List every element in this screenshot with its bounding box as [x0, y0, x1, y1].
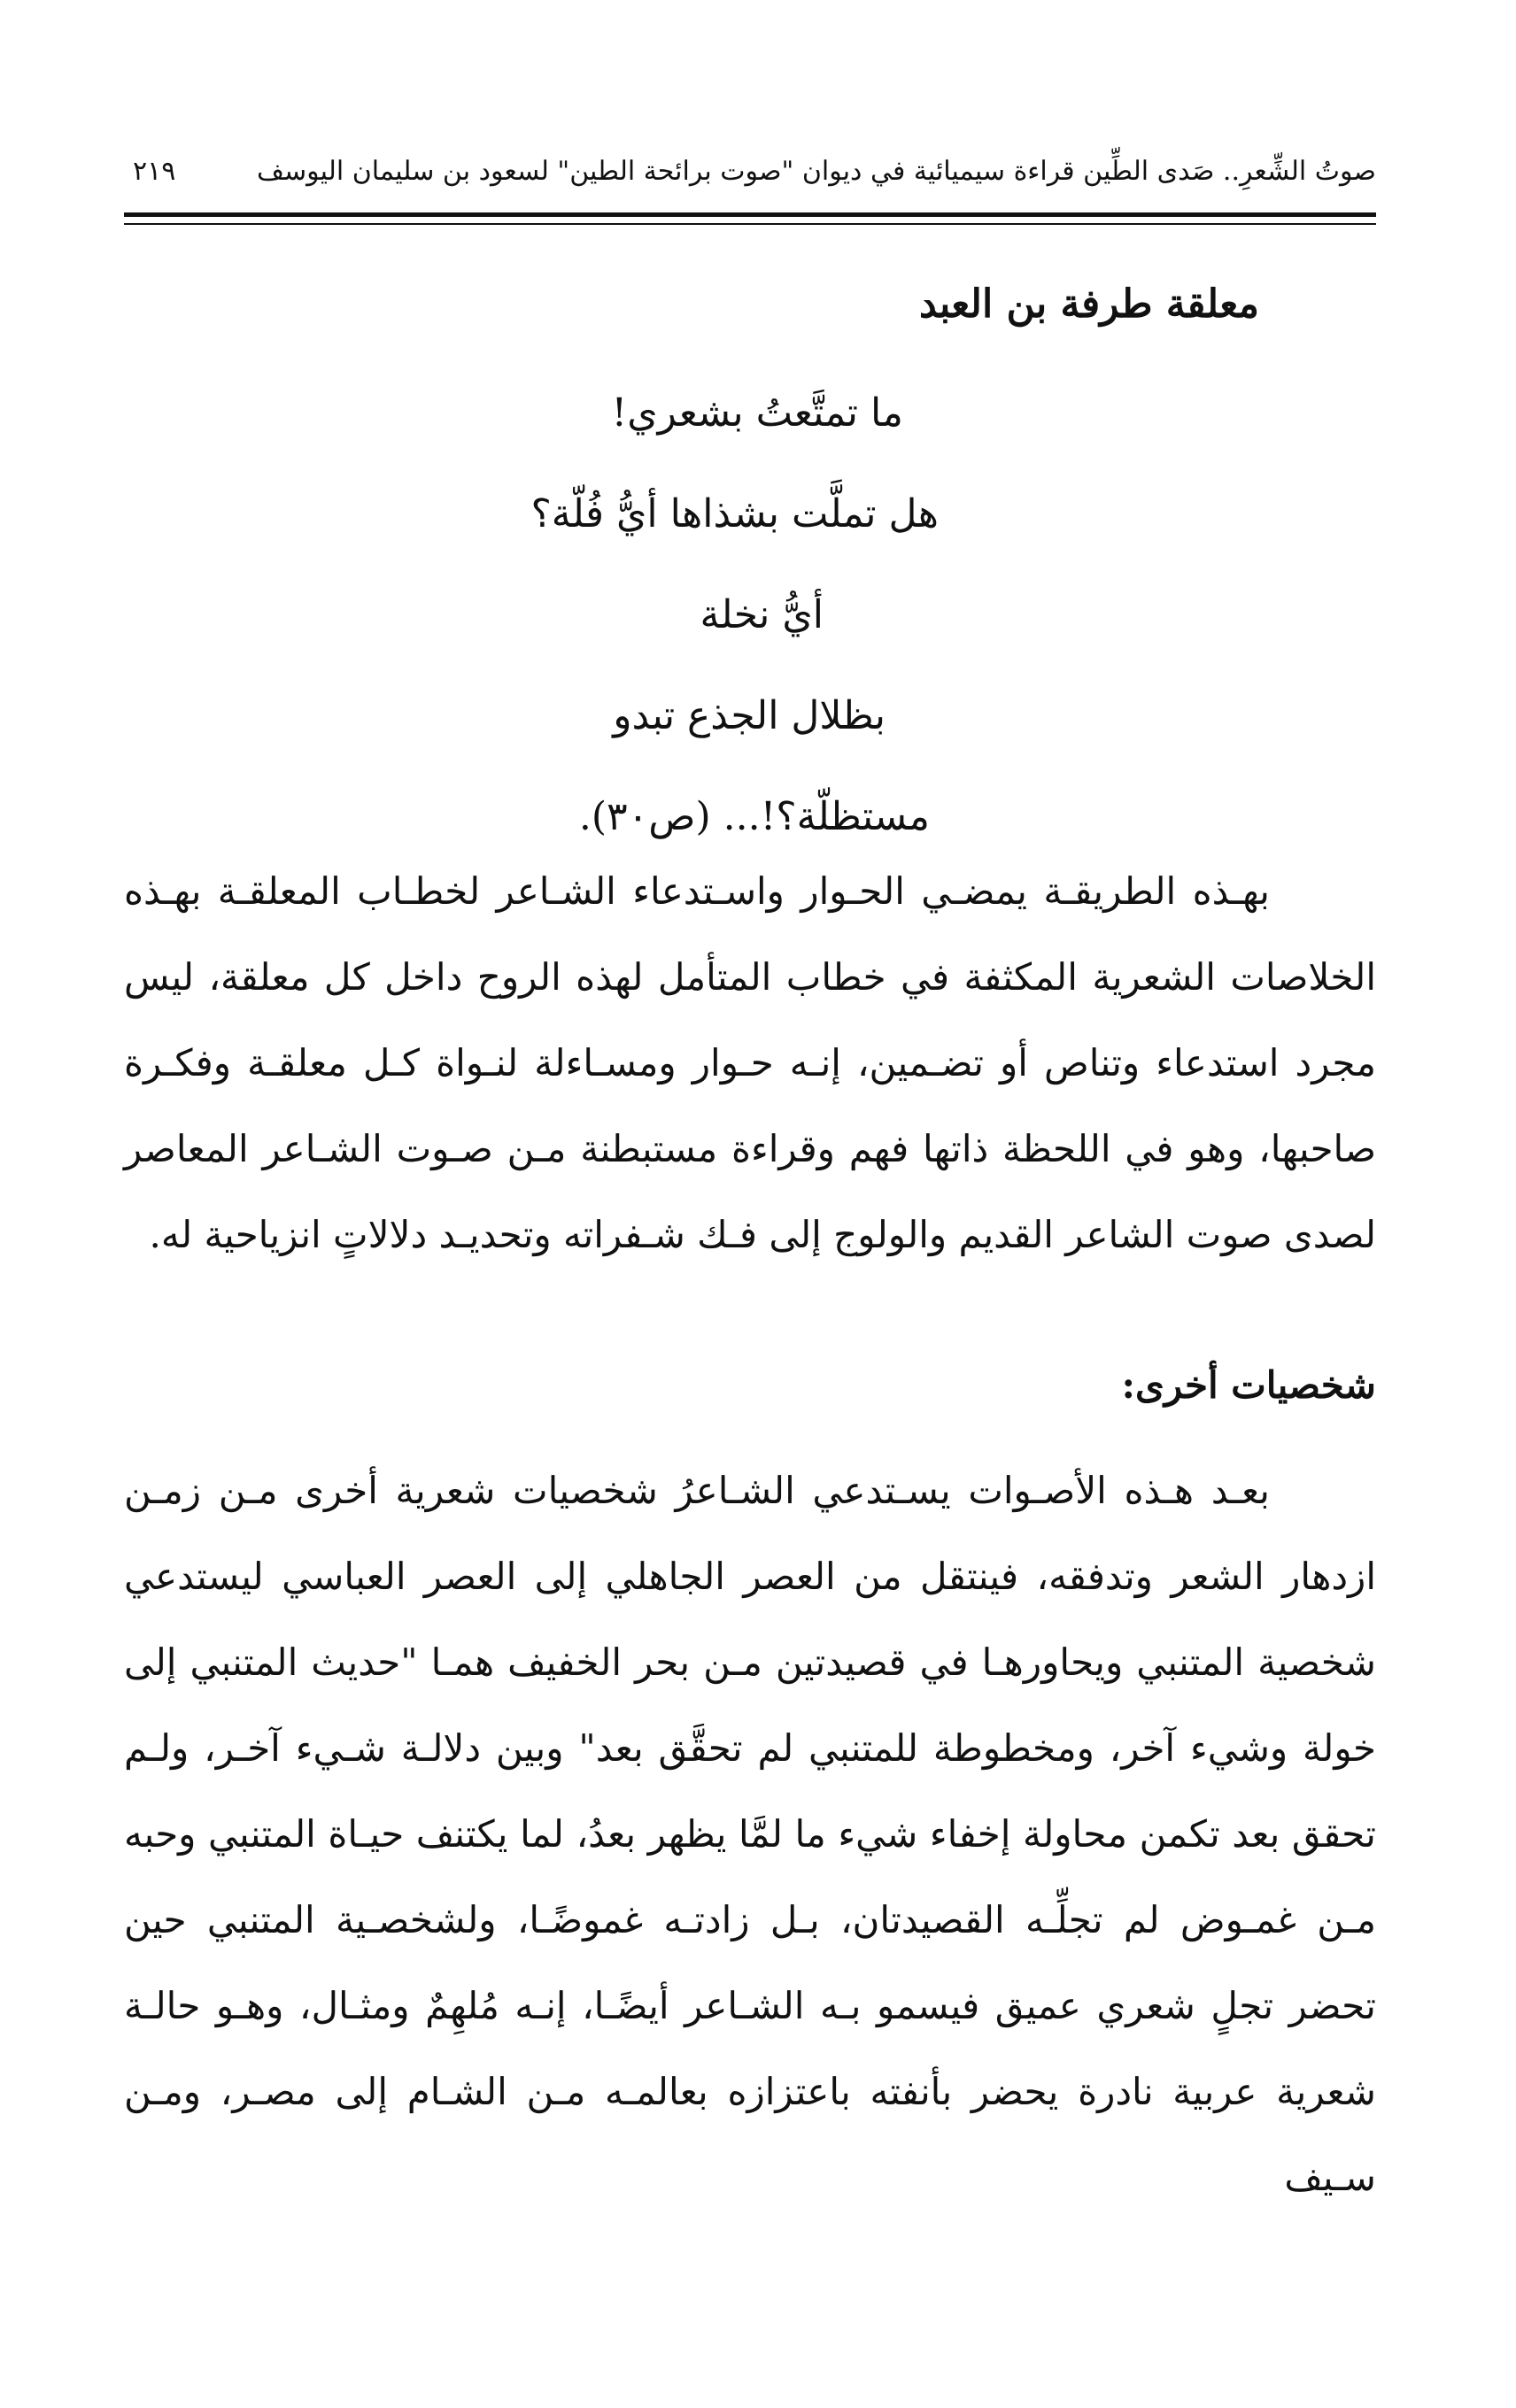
- section-heading-muallaqa-tarafa: معلقة طرفة بن العبد: [918, 282, 1259, 327]
- poem-line: أيُّ نخلة: [700, 592, 824, 637]
- poem-line: بظلال الجذع تبدو: [613, 693, 886, 738]
- poem-line: ما تمتَّعتُ بشعري!: [611, 390, 903, 436]
- header-title: صوتُ الشِّعرِ.. صَدى الطِّين قراءة سيميائية في ديوان "صوت برائحة الطين" لسعود بن سليمان اليوسف: [256, 156, 1376, 187]
- poem-line: مستظلّة؟!... (ص٣٠).: [578, 794, 930, 839]
- header-rule-thin: [124, 223, 1376, 225]
- poem-line: هل تملَّت بشذاها أيُّ فُلّة؟: [530, 491, 939, 536]
- poem-excerpt: [443, 363, 1063, 868]
- page-number: ٢١٩: [133, 156, 176, 187]
- header-rule-thick: [124, 212, 1376, 217]
- running-header: [124, 149, 1376, 202]
- section-heading-other-personalities: شخصيات أخرى:: [1121, 1363, 1376, 1407]
- body-paragraph-2: بعـد هـذه الأصـوات يسـتدعي الشـاعرُ شخصيات شعرية أخرى مـن زمـن ازدهار الشعر وتدفقه، فينتقل من العصر الجاهلي إلى العصر العباسي ليستدعي شخصية المتنبي ويحاورهـا في قصيدتين مـن بحر الخفيف همـا "حديث المتنبي إلى خولة وشيء آخر، ومخطوطة للمتنبي لم تحقَّق بعد" وبين دلالـة شـيء آخـر، ولـم تحقق بعد تكمن محاولة إخفاء شيء ما لمَّا يظهر بعدُ، لما يكتنف حيـاة المتنبي وحبه مـن غمـوض لم تجلِّـه القصيدتان، بـل زادتـه غموضًـا، ولشخصـية المتنبي حين تحضر تجلٍ شعري عميق فيسمو بـه الشـاعر أيضًـا، إنـه مُلهِمٌ ومثـال، وهـو حالـة شعرية عربية نادرة يحضر بأنفته باعتزازه بعالمـه مـن الشـام إلى مصـر، ومـن سـيف: [124, 1469, 1376, 2199]
- body-paragraph-1: بهـذه الطريقـة يمضـي الحـوار واسـتدعاء الشـاعر لخطـاب المعلقـة بهـذه الخلاصات الشعرية المكثفة في خطاب المتأمل لهذه الروح داخل كل معلقة، ليس مجرد استدعاء وتناص أو تضـمين، إنـه حـوار ومسـاءلة لنـواة كـل معلقـة وفكـرة صاحبها، وهو في اللحظة ذاتها فهم وقراءة مستبطنة مـن صـوت الشـاعر المعاصر لصدى صوت الشاعر القديم والولوج إلى فـك شـفراته وتحديـد دلالاتٍ انزياحية له.: [124, 869, 1376, 1256]
